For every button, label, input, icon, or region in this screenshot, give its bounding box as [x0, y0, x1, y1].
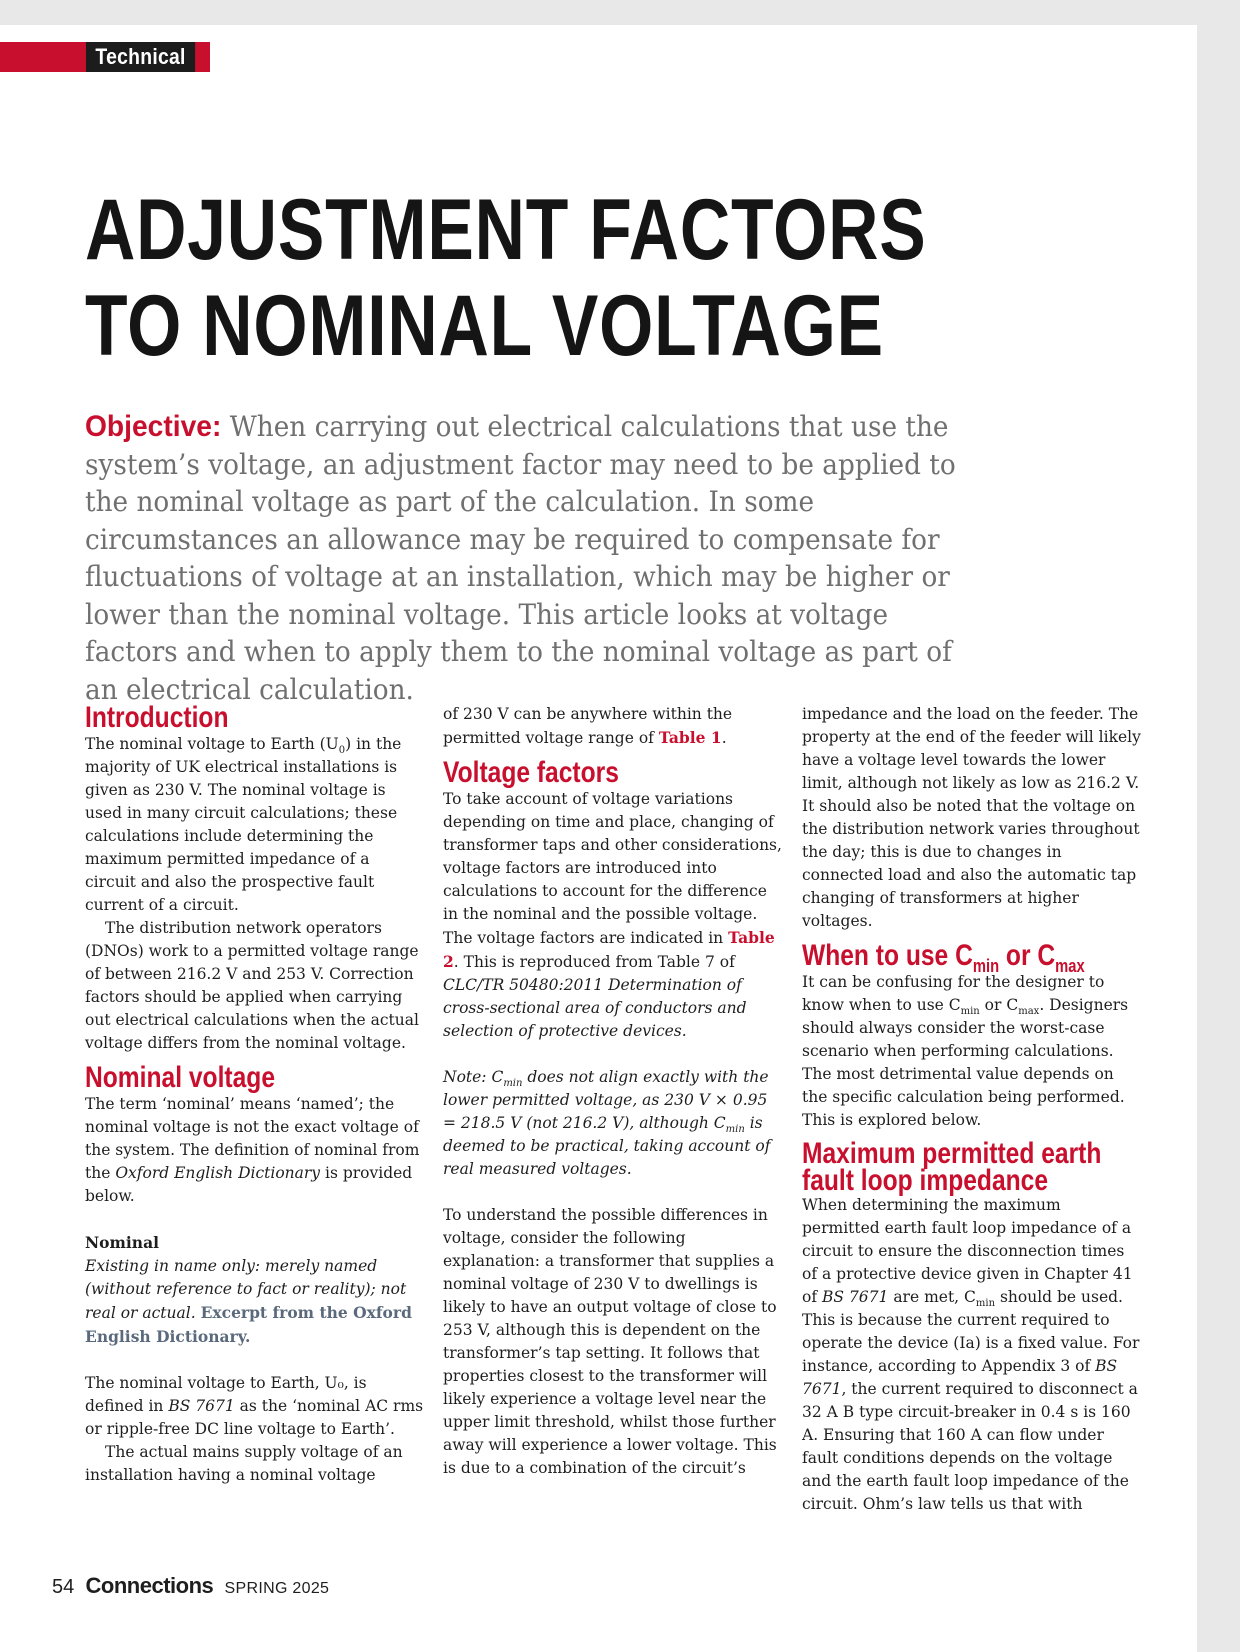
page-number: 54: [52, 1576, 75, 1598]
page-footer: [52, 1573, 329, 1599]
voltage-factors-paragraph-1: To take account of voltage variations depending on time and place, changing of transformer taps and other considerations, voltage factors are introduced into calculations to account for the difference in the nominal and the possible voltage. The voltage factors are indicated in Table 2. This is reproduced from Table 7 of CLC/TR 50480:2011 Determination of cross-sectional area of conductors and selection of protective devices.: [443, 790, 782, 1040]
title-line-2: TO NOMINAL VOLTAGE: [85, 278, 884, 374]
issue-label: SPRING 2025: [224, 1580, 330, 1597]
section-label: Technical: [86, 42, 195, 72]
intro-paragraph-1: The nominal voltage to Earth $(U_0)$ in the majority of UK electrical installations is given as 230 V. The nominal voltage is used in many circuit calculations; these calculations include determining the maximum permitted impedance of a circuit and also the prospective fault current of a circuit.: [85, 735, 402, 914]
voltage-factors-note: Note: $C_{min}$ does not align exactly with the lower permitted voltage, as 230 V × 0.95 = 218.5 V (not 216.2 V), although $C_{min}$ is deemed to be practical, taking account of real measured voltages.: [443, 1068, 771, 1178]
max-efli-paragraph: When determining the maximum permitted earth fault loop impedance of a circuit to ensure the disconnection times of a protective device given in Chapter 41 of BS 7671 are met, $C_{min}$ should be used. This is because the current required to operate the device (Ia) is a fixed value. For instance, according to Appendix 3 of BS 7671, the current required to disconnect a 32 A B type circuit-breaker in 0.4 s is 160 A. Ensuring that 160 A can flow under fault conditions depends on the voltage and the earth fault loop impedance of the circuit. Ohm’s law tells us that with: [802, 1196, 1140, 1513]
heading-max-efli: Maximum permitted earth fault loop impedance: [802, 1137, 1102, 1197]
table-2-ref: Table 2: [443, 928, 775, 971]
definition-text: Existing in name only: merely named (without reference to fact or reality); not real or actual. Excerpt from the Oxford English Dictionary.: [85, 1257, 412, 1346]
objective-label: Objective:: [85, 410, 222, 443]
title-line-1: ADJUSTMENT FACTORS: [85, 182, 927, 278]
when-to-use-paragraph: It can be confusing for the designer to know when to use $C_{min}$ or $C_{max}$. Designers should always consider the worst-case scenario when performing calculations. The most detrimental value depends on the specific calculation being performed. This is explored below.: [802, 973, 1129, 1129]
objective-text: When carrying out electrical calculations that use the system’s voltage, an adjustment factor may need to be applied to the nominal voltage as part of the calculation. In some circumstances an allowance may be required to compensate for fluctuations of voltage at an installation, which may be higher or lower than the nominal voltage. This article looks at voltage factors and when to apply them to the nominal voltage as part of an electrical calculation.: [85, 410, 956, 706]
magazine-name: Connections: [85, 1573, 214, 1598]
col2-continuation: of 230 V can be anywhere within the permitted voltage range of Table 1.: [443, 705, 733, 747]
objective: [85, 408, 987, 708]
nominal-paragraph-3: The actual mains supply voltage of an installation having a nominal voltage: [85, 1443, 403, 1484]
table-1-ref: Table 1: [658, 728, 722, 747]
intro-paragraph-2: The distribution network operators (DNOs) work to a permitted voltage range of between 216.2 V and 253 V. Correction factors should be applied when carrying out electrical calculations when the actual voltage differs from the nominal voltage.: [85, 919, 419, 1052]
voltage-factors-paragraph-2: To understand the possible differences in voltage, consider the following explanation: a transformer that supplies a nominal voltage of 230 V to dwellings is likely to have an output voltage of close to 253 V, although this is dependent on the transformer’s tap setting. It follows that properties closest to the transformer will likely experience a voltage level near the upper limit threshold, whilst those further away will experience a lower voltage. This is due to a combination of the circuit’s: [443, 1206, 777, 1477]
heading-introduction: Introduction: [85, 701, 229, 734]
nominal-paragraph-2: The nominal voltage to Earth, U₀, is defined in BS 7671 as the ‘nominal AC rms or ripple-free DC line voltage to Earth’.: [85, 1374, 424, 1438]
column-1: [85, 703, 425, 1487]
nominal-paragraph-1: The term ‘nominal’ means ‘named’; the nominal voltage is not the exact voltage of the system. The definition of nominal from the Oxford English Dictionary is provided below.: [85, 1095, 420, 1205]
heading-nominal-voltage: Nominal voltage: [85, 1061, 276, 1094]
column-2: [443, 703, 783, 1480]
heading-when-to-use: When to use $C_{min}$ or $C_{max}$: [802, 939, 1085, 976]
heading-voltage-factors: Voltage factors: [443, 756, 619, 789]
column-3: [802, 703, 1142, 1516]
article-title: [85, 182, 927, 374]
col3-continuation: impedance and the load on the feeder. The property at the end of the feeder will likely have a voltage level towards the lower limit, although not likely as low as 216.2 V. It should also be noted that the voltage on the distribution network varies throughout the day; this is due to changes in connected load and also the automatic tap changing of transformers at higher voltages.: [802, 705, 1141, 930]
definition-term: Nominal: [85, 1233, 159, 1252]
